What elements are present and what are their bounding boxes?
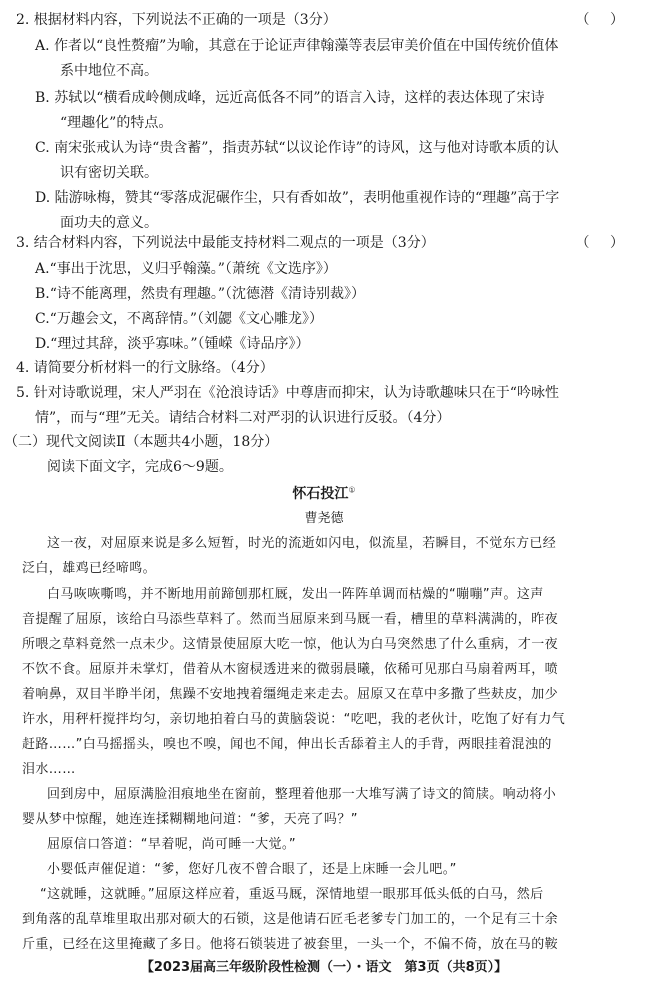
option-3c: C.“万趣会文，不离辞情。”（刘勰《文心雕龙》） — [35, 311, 323, 327]
option-2b-line1: B. 苏轼以“横看成岭侧成峰，远近高低各不同”的语言入诗，这样的表达体现了宋诗 — [35, 90, 545, 106]
question-3-stem: 3. 结合材料内容，下列说法中最能支持材料二观点的一项是（3分） — [16, 235, 435, 251]
passage-line: 不饮不食。屈原并未掌灯，借着从木窗棂透进来的微弱晨曦，依稀可见那白马扇着两耳，喷 — [22, 662, 559, 677]
option-3a: A.“事出于沈思，义归乎翰藻。”（萧统《文选序》） — [35, 261, 337, 277]
question-2 — [0, 8, 648, 32]
passage-line: 婴从梦中惊醒，她连连揉糊糊地问道：“爹，天亮了吗？” — [22, 812, 358, 827]
question-4: 4. 请简要分析材料一的行文脉络。（4分） — [16, 360, 274, 376]
passage-line: 泛白，雄鸡已经啼鸣。 — [22, 561, 157, 576]
passage-line: “这就睡，这就睡。”屈原这样应着，重返马厩，深情地望一眼那耳低头低的白马，然后 — [40, 887, 544, 902]
question-2-stem: 2. 根据材料内容，下列说法不正确的一项是（3分） — [16, 12, 337, 28]
passage-line: 所喂之草料竟然一点未少。这情景使屈原大吃一惊，他认为白马突然患了什么重病，才一夜 — [22, 637, 559, 652]
passage-line: 斤重，已经在这里掩藏了多日。他将石锁装进了被套里，一头一个，不偏不倚，放在马的鞍 — [22, 937, 559, 952]
page-footer: 【2023届高三年级阶段性检测（一）・语文 第3页（共8页）】 — [140, 960, 508, 975]
passage-line: 泪水…… — [22, 762, 76, 777]
passage-line: 到角落的乱草堆里取出那对硕大的石锁，这是他请石匠毛老爹专门加工的，一个足有三十余 — [22, 912, 559, 927]
passage-title-text: 怀石投江 — [292, 486, 349, 502]
passage-title — [0, 482, 648, 506]
option-2a-line2: 系中地位不高。 — [60, 63, 158, 79]
section-header: （二）现代文阅读Ⅱ（本题共4小题，18分） — [4, 434, 279, 450]
option-2b-line2: “理趣化”的特点。 — [60, 115, 173, 131]
footnote-marker: ① — [348, 485, 356, 495]
option-3b: B.“诗不能离理，然贵有理趣。”（沈德潜《清诗别裁》） — [35, 286, 366, 302]
option-2c-line2: 识有密切关联。 — [60, 165, 158, 181]
passage-line: 音提醒了屈原，该给白马添些草料了。然而当屈原来到马厩一看，槽里的草料满满的，昨夜 — [22, 612, 559, 627]
passage-line: 回到房中，屈原满脸泪痕地坐在窗前，整理着他那一大堆写满了诗文的简牍。响动将小 — [47, 787, 557, 802]
answer-paren: （ ） — [575, 12, 632, 28]
question-3 — [0, 231, 648, 255]
passage-author: 曹尧德 — [304, 511, 344, 526]
passage-line: 赶路……”白马摇摇头，嗅也不嗅，闻也不闻，伸出长舌舔着主人的手背，两眼挂着混浊的 — [22, 737, 552, 752]
option-3d: D.“理过其辞，淡乎寡味。”（锺嵘《诗品序》） — [35, 336, 310, 352]
passage-line: 小婴低声催促道：“爹，您好几夜不曾合眼了，还是上床睡一会儿吧。” — [47, 862, 457, 877]
passage-line: 白马咴咴嘶鸣，并不断地用前蹄刨那杠厩，发出一阵阵单调而枯燥的“嘣嘣”声。这声 — [47, 587, 544, 602]
option-2a-line1: A. 作者以“良性赘瘤”为喻，其意在于论证声律翰藻等表层审美价值在中国传统价值体 — [35, 38, 559, 54]
passage-line: 着响鼻，双目半睁半闭，焦躁不安地拽着缰绳走来走去。屈原又在草中多撒了些麸皮，加少 — [22, 687, 559, 702]
passage-line: 许水，用秤杆搅拌均匀，亲切地拍着白马的黄脑袋说：“吃吧，我的老伙计，吃饱了好有力气 — [22, 712, 566, 727]
passage-line: 这一夜，对屈原来说是多么短暂，时光的流逝如闪电，似流星，若瞬目，不觉东方已经 — [47, 536, 557, 551]
option-2c-line1: C. 南宋张戒认为诗“贵含蓄”，指责苏轼“以议论作诗”的诗风，这与他对诗歌本质的认 — [35, 140, 559, 156]
option-2d-line1: D. 陆游咏梅，赞其“零落成泥碾作尘，只有香如故”，表明他重视作诗的“理趣”高于字 — [35, 190, 560, 206]
passage-line: 屈原信口答道：“早着呢，尚可睡一大觉。” — [47, 837, 296, 852]
answer-paren: （ ） — [575, 235, 632, 251]
option-2d-line2: 面功夫的意义。 — [60, 215, 158, 231]
question-5-line1: 5. 针对诗歌说理，宋人严羽在《沧浪诗话》中尊唐而抑宋，认为诗歌趣味只在于“吟咏性 — [16, 385, 559, 401]
question-5-line2: 情”，而与“理”无关。请结合材料二对严羽的认识进行反驳。（4分） — [35, 410, 451, 426]
section-instruction: 阅读下面文字，完成6～9题。 — [47, 459, 233, 475]
